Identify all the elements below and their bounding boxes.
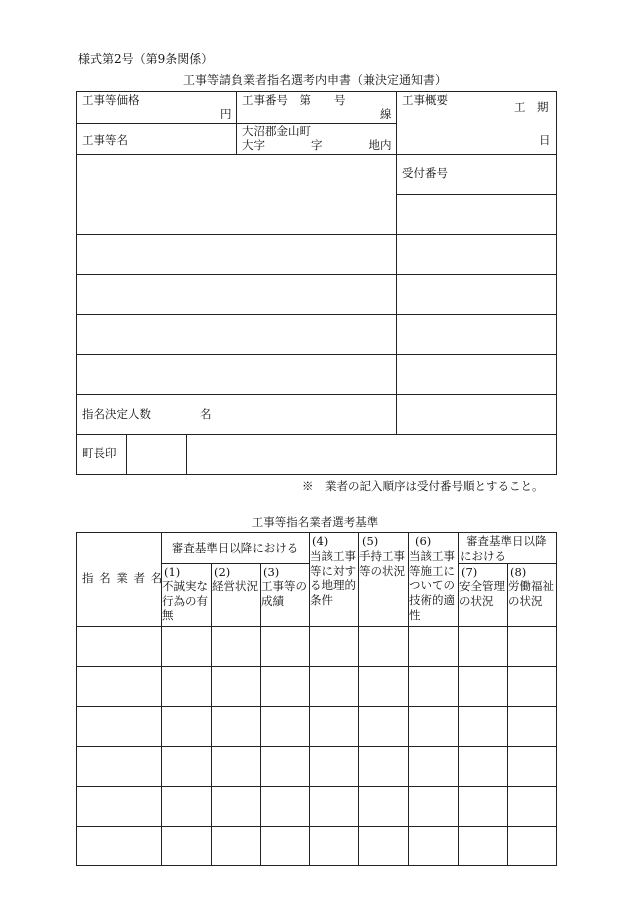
criterion-2-text: 経営状況 [212, 579, 258, 593]
criterion-3-text: 工事等の成績 [261, 579, 307, 608]
entry-order-note: ※ 業者の記入順序は受付番号順とすること。 [302, 479, 544, 493]
criteria-title: 工事等指名業者選考基準 [251, 515, 379, 529]
decided-count-label: 指名決定人数 [82, 407, 151, 421]
form-code: 様式第2号（第9条関係） [78, 52, 214, 66]
criterion-2-number: (2) [214, 565, 231, 579]
criterion-7-number: (7) [461, 565, 478, 579]
location-town: 大沼郡金山町 [242, 124, 311, 138]
period-label: 工 期 [514, 100, 549, 114]
criterion-1-number: (1) [164, 565, 181, 579]
criterion-5-text: 手持工事等の状況 [359, 549, 405, 578]
price-unit: 円 [220, 107, 232, 121]
contractor-name-header: 指 名 業 者 名 [82, 571, 164, 585]
criteria-group-right: 審査基準日以降における [460, 534, 547, 563]
project-number-label: 工事番号 第 号 [242, 93, 346, 107]
criteria-group-left: 審査基準日以降における [171, 541, 299, 555]
project-name-label: 工事等名 [82, 133, 128, 147]
criterion-8-number: (8) [510, 565, 527, 579]
page-title: 工事等請負業者指名選考内申書（兼決定通知書） [182, 73, 447, 87]
criterion-3-number: (3) [263, 565, 280, 579]
mayor-seal-label: 町長印 [82, 446, 117, 460]
criterion-1-text: 不誠実な行為の有無 [162, 579, 208, 623]
receipt-number-label: 受付番号 [402, 166, 448, 180]
price-label: 工事等価格 [82, 93, 140, 107]
project-line-label: 線 [380, 107, 392, 121]
criterion-5-number: (5) [362, 534, 379, 548]
criterion-7-text: 安全管理の状況 [459, 579, 505, 608]
criterion-4-number: (4) [312, 534, 329, 548]
criterion-8-text: 労働福祉の状況 [508, 579, 554, 608]
criterion-4-text: 当該工事等に対する地理的条件 [310, 549, 356, 608]
period-day-label: 日 [539, 133, 551, 147]
criterion-6-text: 当該工事等施工についての技術的適性 [409, 549, 455, 622]
decided-count-unit: 名 [200, 407, 212, 421]
criterion-6-number: (6) [415, 534, 432, 548]
location-detail: 大字 字 地内 [242, 138, 392, 152]
overview-label: 工事概要 [402, 93, 448, 107]
